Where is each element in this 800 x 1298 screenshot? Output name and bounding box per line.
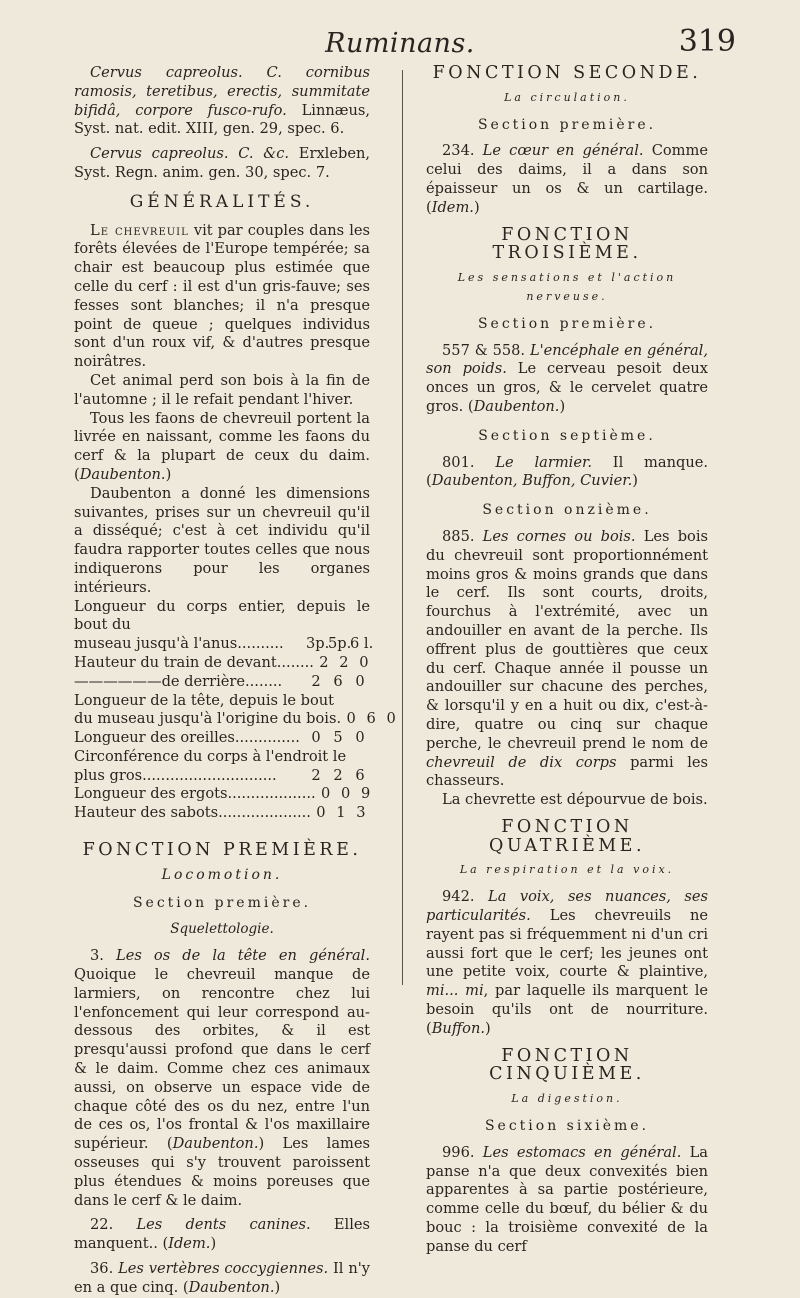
measurement-label: ——————de derrière........ bbox=[74, 672, 283, 690]
measurement-label: du museau jusqu'à l'origine du bois. bbox=[74, 710, 342, 728]
fonction-seconde-heading: FONCTION SECONDE. bbox=[432, 63, 702, 83]
paragraph-3: 3. Les os de la tête en général. Quoique le chevreuil manque de larmiers, on rencontre chez lui l'enfoncement qui leur correspond au-dessous des orbites, & il est presqu'aussi profond que dans le cerf & le daim. Comme chez ces animaux aussi, on observe un espace vide de chaque côté des os du nez, entre l'un de ces os, l'os frontal & l'os maxillaire supérieur. (Daubenton.) Les lames osseuses qui s'y trouvent paroissent plus étendues & moins poreuses que dans le cerf & le daim. bbox=[74, 947, 370, 1209]
digestion-heading: La digestion. bbox=[511, 1092, 623, 1106]
measurement-label: Hauteur des sabots.................... bbox=[74, 804, 311, 822]
measurement-values bbox=[311, 804, 371, 823]
running-title: Ruminans. bbox=[325, 28, 475, 59]
paragraph-885-b: La chevrette est dépourvue de bois. bbox=[442, 791, 708, 809]
measurement-label: Circonférence du corps à l'endroit le bbox=[74, 747, 347, 765]
respiration-heading: La respiration et la voix. bbox=[459, 863, 675, 877]
measurement-row bbox=[74, 635, 374, 654]
squelettologie-heading: Squelettologie. bbox=[170, 921, 274, 938]
paragraph-557: 557 & 558. L'encéphale en général, son poids. Le cerveau pesoit deux onces un gros, & le cervelet quatre gros. (Daubenton.) bbox=[426, 341, 708, 415]
locomotion-label: Locomotion. bbox=[161, 866, 283, 883]
measurement-value: 6 bbox=[333, 672, 343, 690]
measurement-row bbox=[74, 692, 370, 711]
measurement-value: 0 bbox=[346, 710, 356, 728]
measurement-value: 0 bbox=[355, 672, 365, 690]
column-divider bbox=[402, 70, 403, 985]
measurement-value: 0 bbox=[359, 653, 369, 671]
fonction-cinquieme-heading: FONCTION CINQUIÈME. bbox=[489, 1045, 645, 1085]
measurement-value: 1 bbox=[336, 804, 346, 822]
measurement-label: plus gros............................. bbox=[74, 766, 277, 784]
measurement-row bbox=[74, 673, 370, 692]
measurement-label: Longueur des ergots................... bbox=[74, 785, 316, 803]
measurement-row bbox=[74, 729, 370, 748]
paragraph-general-2: Cet animal perd son bois à la fin de l'automne ; il le refait pendant l'hiver. bbox=[74, 371, 370, 408]
measurement-values bbox=[314, 654, 374, 673]
measurement-label: museau jusqu'à l'anus.......... bbox=[74, 635, 284, 653]
measurement-value: 5p. bbox=[328, 635, 352, 653]
paragraph-22: 22. Les dents canines. Elles manquent.. (Idem.) bbox=[74, 1216, 370, 1253]
synonym-linnaeus: Cervus capreolus. C. cornibus ramosis, teretibus, erectis, summitate bifidâ, corpore fusco-rufo. Linnæus, Syst. nat. edit. XIII, gen. 29, spec. 6. bbox=[74, 64, 370, 138]
fonction-quatrieme-heading: FONCTION QUATRIÈME. bbox=[488, 816, 646, 856]
measurement-row bbox=[74, 767, 370, 786]
right-column bbox=[426, 64, 708, 1257]
generalites-heading: GÉNÉRALITÉS. bbox=[129, 191, 315, 212]
section-premiere-heading-2: Section première. bbox=[477, 116, 657, 133]
paragraph-general-3: Tous les faons de chevreuil portent la livrée en naissant, comme les faons du cerf & la plupart de ceux du daim. (Daubenton.) bbox=[74, 409, 370, 483]
paragraph-general-1: Le chevreuil vit par couples dans les forêts élevées de l'Europe tempérée; sa chair est beaucoup plus estimée que celle du cerf : il est d'un gris-fauve; ses fesses sont blanches; il n'a presque point de queue ; quelques individus sont d'un roux vif, & d'autres presque noirâtres. bbox=[74, 221, 370, 371]
paragraph-996: 996. Les estomacs en général. La panse n'a que deux convexités bien apparentes à sa partie postérieure, comme celle du bœuf, du bélier & du bouc : la troisième convexité de la panse du cerf bbox=[426, 1143, 708, 1255]
circulation-heading: La circulation. bbox=[504, 90, 630, 104]
measurement-label: Longueur de la tête, depuis le bout bbox=[74, 691, 335, 709]
sensations-heading: Les sensations et l'action nerveuse. bbox=[457, 271, 677, 303]
measurement-value: 2 bbox=[339, 653, 349, 671]
fonction-troisieme-heading: FONCTION TROISIÈME. bbox=[492, 224, 642, 264]
measurement-value: 6 l. bbox=[350, 635, 374, 653]
measurement-values bbox=[341, 710, 401, 729]
measurement-values bbox=[306, 673, 370, 692]
measurement-value: 0 bbox=[340, 785, 351, 803]
paragraph-885: 885. Les cornes ou bois. Les bois du chevreuil sont proportionnément moins gros & moins grands que dans le cerf. Ils sont courts, droits, fourchus à l'extrémité, avec un andouiller en avant de la perche. Ils offrent plus de gouttières que ceux du cerf. Chaque année il pousse un andouiller sur chacune des perches, & lorsqu'il y en a huit ou dix, c'est-à-dire, quatre ou cinq sur chaque perche, le chevreuil prend le nom de chevreuil de dix corps parmi les chasseurs. bbox=[426, 527, 708, 790]
paragraph-36: 36. Les vertèbres coccygiennes. Il n'y en a que cinq. (Daubenton.) bbox=[74, 1260, 370, 1296]
measurement-value: 6 bbox=[355, 766, 365, 784]
measurement-value: 0 bbox=[316, 804, 326, 822]
measurement-value: 2 bbox=[319, 653, 329, 671]
measurement-label: Longueur des oreilles.............. bbox=[74, 729, 300, 747]
measurement-value: 2 bbox=[311, 672, 321, 690]
fonction-premiere-heading: FONCTION PREMIÈRE. bbox=[82, 840, 362, 861]
measurement-value: 6 bbox=[366, 710, 376, 728]
section-onzieme-heading: Section onzième. bbox=[482, 502, 652, 519]
measurement-value: 5 bbox=[333, 729, 343, 747]
section-sixieme-heading: Section sixième. bbox=[484, 1118, 650, 1135]
measurement-value: 0 bbox=[311, 729, 321, 747]
left-column bbox=[74, 64, 396, 1298]
measurement-value: 9 bbox=[360, 785, 371, 803]
section-premiere-heading bbox=[74, 894, 370, 913]
paragraph-942: 942. La voix, ses nuances, ses particularités. Les chevreuils ne rayent pas si fréquemment ni d'un cri aussi fort que le cerf; les jeunes ont une petite voix, courte & plaintive, mi... mi, par laquelle ils marquent le besoin qu'ils ont de nourriture. (Buffon.) bbox=[426, 888, 708, 1037]
measurement-value: 3 bbox=[356, 804, 366, 822]
locomotion-heading bbox=[74, 866, 370, 886]
section-label: Section première. bbox=[132, 894, 312, 911]
measurement-row bbox=[74, 804, 370, 823]
measurement-value: 2 bbox=[333, 766, 343, 784]
measurement-value: 0 bbox=[320, 785, 331, 803]
paragraph-general-4: Daubenton a donné les dimensions suivantes, prises sur un chevreuil qu'il a disséqué; c'est à cet individu qu'il faudra rapporter toutes celles que nous indiquerons pour les organes intérieurs. bbox=[74, 484, 370, 596]
paragraph-234: 234. Le cœur en général. Comme celui des daims, il a dans son épaisseur un os & un cartilage. (Idem.) bbox=[426, 142, 708, 216]
measurement-label: Hauteur du train de devant........ bbox=[74, 653, 314, 671]
running-head bbox=[0, 20, 800, 60]
measurement-value: 3p. bbox=[306, 635, 330, 653]
measurement-row bbox=[74, 654, 370, 673]
measurement-value: 0 bbox=[386, 710, 396, 728]
measurement-row bbox=[74, 710, 396, 729]
section-premiere-heading-3: Section première. bbox=[477, 315, 657, 332]
measurement-value: 0 bbox=[355, 729, 365, 747]
measurements-table bbox=[74, 597, 396, 824]
measurement-values bbox=[306, 635, 374, 654]
measurement-values bbox=[306, 729, 370, 748]
measurement-row bbox=[74, 748, 370, 767]
synonym-erxleben: Cervus capreolus. C. &c. Erxleben, Syst. Regn. anim. gen. 30, spec. 7. bbox=[74, 145, 370, 181]
measurement-values bbox=[316, 785, 376, 804]
page-number: 319 bbox=[678, 24, 736, 59]
measurement-intro: Longueur du corps entier, depuis le bout du bbox=[74, 597, 370, 634]
section-septieme-heading: Section septième. bbox=[478, 427, 656, 444]
paragraph-801: 801. Le larmier. Il manque. (Daubenton, Buffon, Cuvier.) bbox=[426, 453, 709, 490]
measurement-values bbox=[306, 767, 370, 786]
measurement-value: 2 bbox=[311, 766, 321, 784]
measurement-row bbox=[74, 785, 370, 804]
